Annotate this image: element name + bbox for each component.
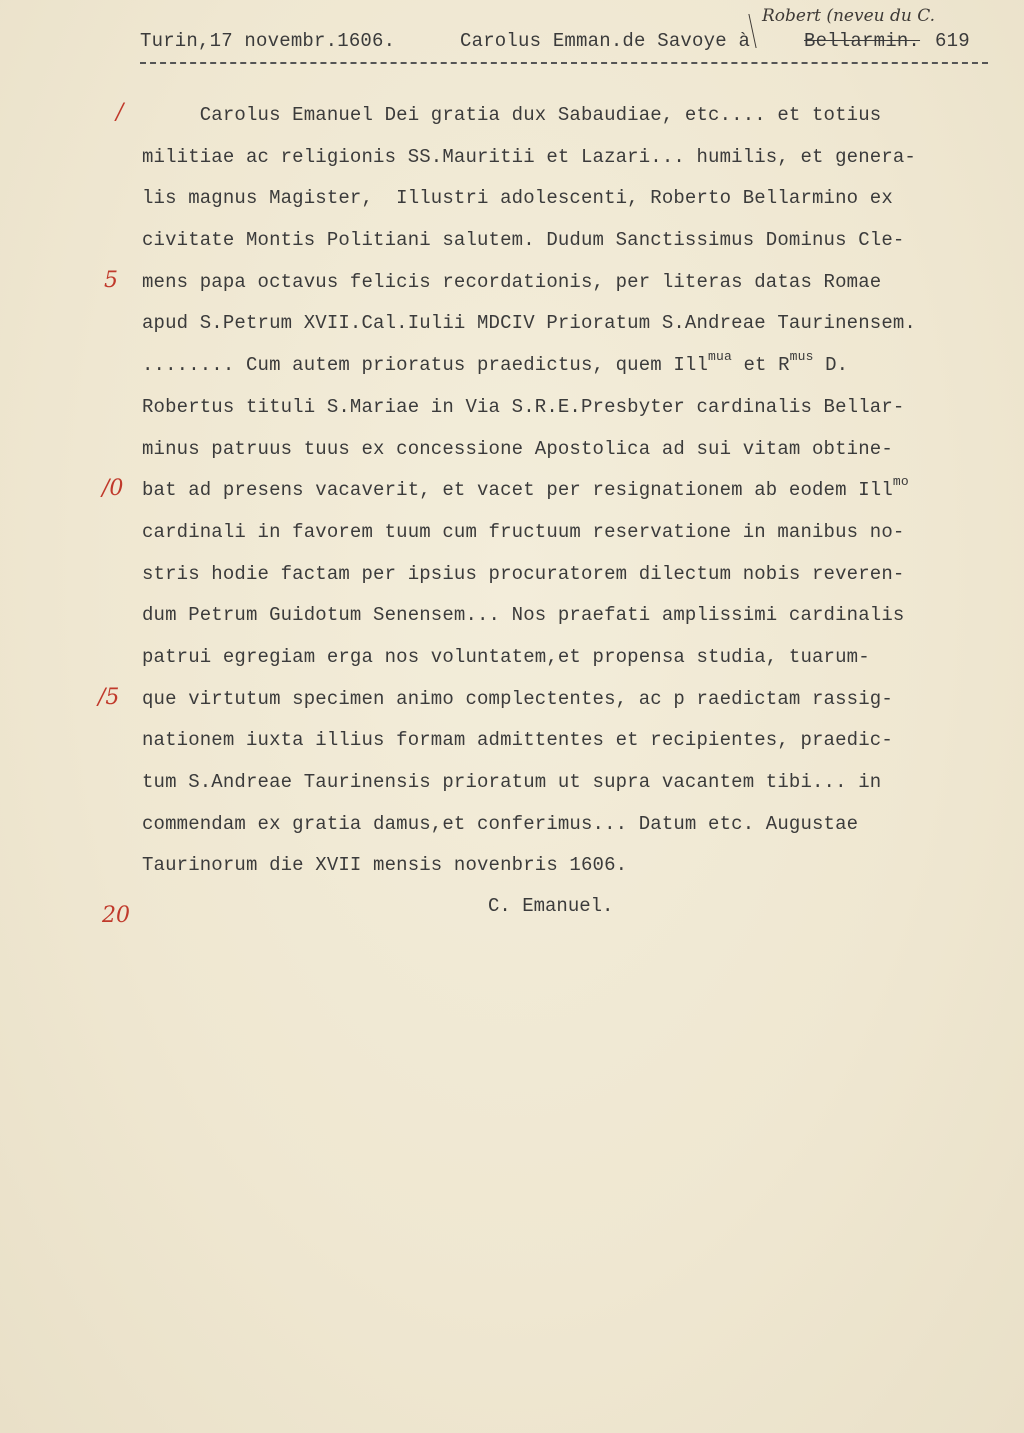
header-divider: [140, 62, 988, 64]
document-header: [140, 30, 990, 54]
text-line: Robertus tituli S.Mariae in Via S.R.E.Presbyter cardinalis Bellar-: [142, 395, 905, 418]
handwritten-annotation: Robert (neveu du C.: [762, 6, 936, 26]
text-line-part: D.: [813, 354, 849, 377]
text-line: stris hodie factam per ipsius procuratorem dilectum nobis reveren-: [142, 562, 905, 585]
superscript: mo: [892, 474, 909, 490]
text-line: [142, 474, 1002, 519]
text-line: dum Petrum Guidotum Senensem... Nos praefati amplissimi cardinalis: [142, 604, 905, 627]
text-line: minus patruus tuus ex concessione Apostolica ad sui vitam obtine-: [142, 437, 893, 460]
text-line: apud S.Petrum XVII.Cal.Iulii MDCIV Prioratum S.Andreae Taurinensem.: [142, 312, 916, 335]
superscript: mus: [789, 349, 814, 365]
signature: C. Emanuel.: [488, 895, 614, 917]
text-line: Carolus Emanuel Dei gratia dux Sabaudiae, etc.... et totius: [142, 104, 882, 126]
header-recipient: [804, 30, 920, 52]
text-line: lis magnus Magister, Illustri adolescenti, Roberto Bellarmino ex: [142, 187, 893, 210]
text-line: [142, 349, 1002, 394]
text-line: que virtutum specimen animo complectentes, ac p raedictam rassig-: [142, 687, 893, 710]
margin-number-20: 20: [102, 903, 130, 928]
text-line: patrui egregiam erga nos voluntatem,et propensa studia, tuarum-: [142, 645, 870, 668]
letter-body: [142, 102, 1002, 894]
text-line: mens papa octavus felicis recordationis, per literas datas Romae: [142, 270, 882, 293]
text-line: militiae ac religionis SS.Mauritii et Lazari... humilis, et genera-: [142, 145, 916, 168]
text-line-part: ........ Cum autem prioratus praedictus, quem Ill: [142, 354, 709, 377]
text-line-part: et R: [731, 354, 790, 377]
header-recipient-text: Bellarmin.: [804, 30, 921, 52]
text-line: civitate Montis Politiani salutem. Dudum Sanctissimus Dominus Cle-: [142, 229, 905, 252]
page-number: 619: [935, 30, 970, 52]
header-place-date: Turin,17 novembr.1606.: [140, 30, 396, 52]
text-line: tum S.Andreae Taurinensis prioratum ut supra vacantem tibi... in: [142, 771, 882, 793]
text-line: Taurinorum die XVII mensis novenbris 1606.: [142, 854, 628, 877]
header-correspondents: Carolus Emman.de Savoye à: [460, 30, 751, 52]
margin-number-15: /5: [98, 685, 120, 710]
text-line: cardinali in favorem tuum cum fructuum reservatione in manibus no-: [142, 520, 905, 543]
text-line: commendam ex gratia damus,et conferimus... Datum etc. Augustae: [142, 812, 859, 835]
text-line-part: bat ad presens vacaverit, et vacet per resignationem ab eodem Ill: [142, 479, 893, 502]
text-line: nationem iuxta illius formam admittentes et recipientes, praedic-: [142, 729, 893, 752]
margin-number-1: /: [116, 100, 124, 125]
margin-number-5: 5: [104, 268, 118, 293]
margin-number-10: /0: [102, 476, 124, 501]
superscript: mua: [708, 349, 732, 365]
